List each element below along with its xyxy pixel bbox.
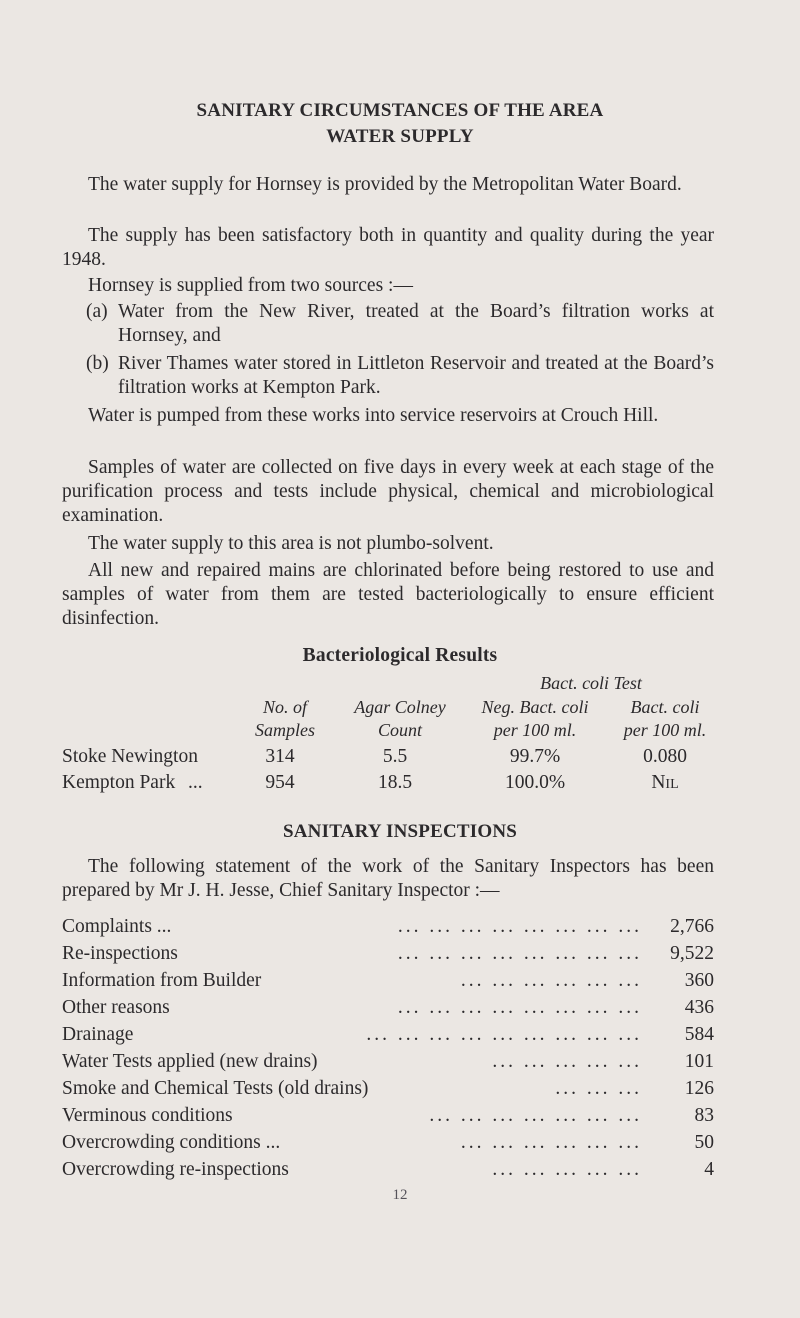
row-bact-coli: 0.080 (643, 746, 687, 767)
item-value: 2,766 (670, 916, 714, 937)
section-title-sanitary-inspections: SANITARY INSPECTIONS (282, 821, 518, 842)
column-header-bact-coli (600, 696, 730, 742)
column-header-neg-bact-coli (460, 696, 610, 742)
item-label: Water Tests applied (new drains) (62, 1051, 318, 1072)
page-title: SANITARY CIRCUMSTANCES OF THE AREA (196, 100, 604, 121)
header-line: per 100 ml. (493, 720, 577, 740)
item-label: Smoke and Chemical Tests (old drains) (62, 1078, 369, 1099)
item-value: 360 (684, 970, 714, 991)
header-line: per 100 ml. (623, 720, 707, 740)
row-samples: 954 (265, 772, 295, 793)
source-item-a (62, 300, 714, 348)
header-line: Neg. Bact. coli (481, 697, 589, 717)
source-item-b (62, 352, 714, 400)
header-line: No. of (262, 697, 307, 717)
leader-dots: ... ... ... ... ... ... (460, 970, 642, 991)
bacteriological-title: Bacteriological Results (302, 645, 498, 666)
list-item (62, 1076, 714, 1102)
item-value: 584 (684, 1024, 714, 1045)
item-value: 83 (694, 1105, 714, 1126)
leader-dots: ... ... ... ... ... ... ... (429, 1105, 642, 1126)
row-agar-count: 18.5 (377, 772, 413, 793)
item-value: 4 (704, 1159, 714, 1180)
list-item (62, 968, 714, 994)
row-name: Stoke Newington (62, 746, 198, 767)
paragraph-inspections-intro (62, 855, 714, 903)
list-item (62, 914, 714, 940)
section-title-water-supply: WATER SUPPLY (326, 126, 474, 147)
item-label: Overcrowding re-inspections (62, 1159, 289, 1180)
item-label: Overcrowding conditions ... (62, 1132, 281, 1153)
list-item (62, 1022, 714, 1048)
paragraph-quality (62, 224, 714, 272)
paragraph-pumping (62, 404, 714, 428)
source-text: Water from the New River, treated at the Board’s filtration works at Hornsey, and (118, 301, 714, 346)
item-label: Drainage (62, 1024, 134, 1045)
paragraph-text: The water supply to this area is not plumbo-solvent. (88, 533, 494, 554)
header-line: Agar Colney (354, 697, 446, 717)
leader-dots: ... ... ... ... ... ... ... ... ... (366, 1024, 642, 1045)
item-label: Other reasons (62, 997, 170, 1018)
header-line: Bact. coli (630, 697, 700, 717)
paragraph-text: Hornsey is supplied from two sources :— (88, 275, 413, 296)
column-header-agar-colney (335, 696, 465, 742)
group-header-bact-coli-test: Bact. coli Test (540, 673, 642, 693)
row-samples: 314 (265, 746, 295, 767)
paragraph-provider (62, 173, 714, 197)
paragraph-text: The supply has been satisfactory both in quantity and quality during the year 1948. (62, 225, 714, 270)
row-leader-dots: ... (188, 772, 203, 793)
row-agar-count: 5.5 (382, 746, 408, 767)
list-item (62, 941, 714, 967)
paragraph-text: Samples of water are collected on five days in every week at each stage of the purification process and tests include physical, chemical and microbiological examination. (62, 457, 714, 526)
header-line: Samples (255, 720, 315, 740)
item-value: 126 (684, 1078, 714, 1099)
row-neg-bact-coli: 100.0% (504, 772, 566, 793)
paragraph-text: All new and repaired mains are chlorinated before being restored to use and samples of water from them are tested bacteriologically to ensure efficient disinfection. (62, 560, 714, 629)
paragraph-text: The following statement of the work of the Sanitary Inspectors has been prepared by Mr J. H. Jesse, Chief Sanitary Inspector :— (62, 856, 714, 901)
leader-dots: ... ... ... ... ... ... ... ... (397, 916, 642, 937)
leader-dots: ... ... ... ... ... ... ... ... (397, 943, 642, 964)
item-label: Re-inspections (62, 943, 178, 964)
paragraph-text: Water is pumped from these works into service reservoirs at Crouch Hill. (88, 405, 659, 426)
item-label: Verminous conditions (62, 1105, 233, 1126)
paragraph-sampling (62, 456, 714, 528)
row-neg-bact-coli: 99.7% (509, 746, 561, 767)
paragraph-plumbo-solvent (62, 532, 714, 556)
paragraph-sources-intro (62, 274, 714, 298)
list-item (62, 1130, 714, 1156)
item-value: 436 (684, 997, 714, 1018)
item-value: 9,522 (670, 943, 714, 964)
item-value: 101 (684, 1051, 714, 1072)
source-text: River Thames water stored in Littleton Reservoir and treated at the Board’s filtration works at Kempton Park. (118, 353, 714, 398)
item-label: Information from Builder (62, 970, 262, 991)
list-item (62, 1103, 714, 1129)
source-label: (a) (86, 301, 108, 322)
source-label: (b) (86, 353, 109, 374)
paragraph-text: The water supply for Hornsey is provided by the Metropolitan Water Board. (88, 174, 682, 195)
leader-dots: ... ... ... ... ... ... (460, 1132, 642, 1153)
paragraph-mains (62, 559, 714, 631)
leader-dots: ... ... ... ... ... ... ... ... (397, 997, 642, 1018)
list-item (62, 1157, 714, 1183)
row-bact-coli: Nil (651, 772, 679, 793)
page-number: 12 (392, 1187, 408, 1203)
leader-dots: ... ... ... ... ... (492, 1159, 642, 1180)
row-name: Kempton Park (62, 772, 176, 793)
list-item (62, 1049, 714, 1075)
list-item (62, 995, 714, 1021)
leader-dots: ... ... ... (555, 1078, 642, 1099)
leader-dots: ... ... ... ... ... (492, 1051, 642, 1072)
item-label: Complaints ... (62, 916, 172, 937)
item-value: 50 (694, 1132, 714, 1153)
column-header-samples (230, 696, 340, 742)
header-line: Count (377, 720, 422, 740)
